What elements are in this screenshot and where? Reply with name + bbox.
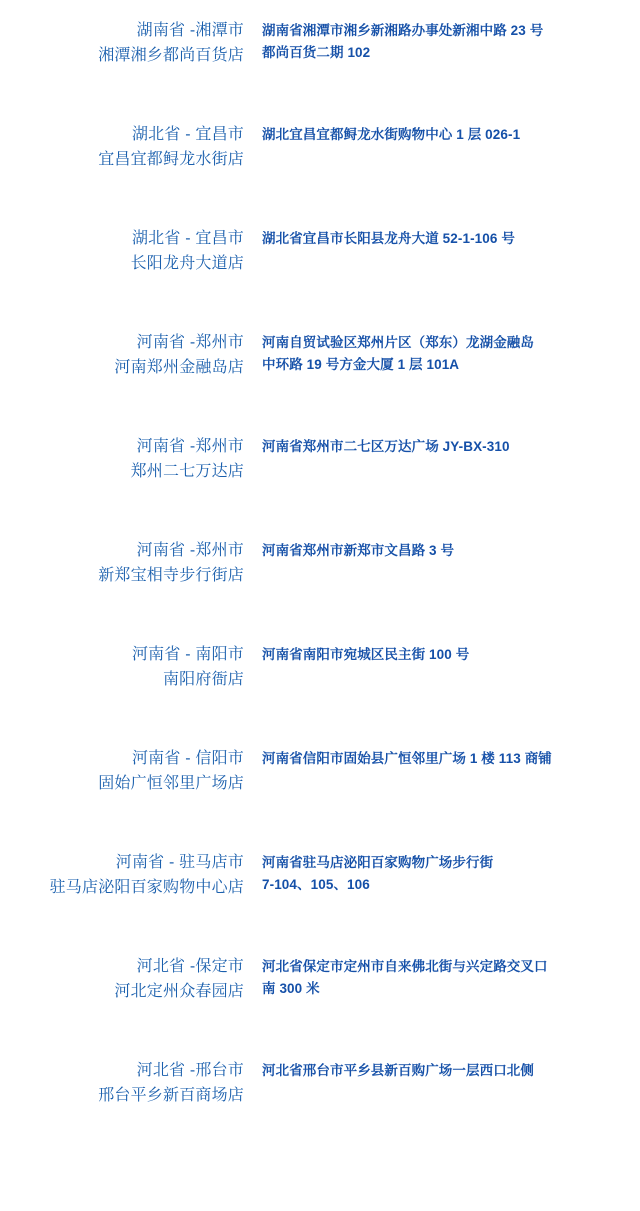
store-name-line: 邢台平乡新百商场店 [98, 1087, 244, 1104]
store-name-line: 河南省 - 信阳市 [131, 750, 244, 767]
store-address [262, 434, 622, 458]
store-name-line: 湖北省 - 宜昌市 [131, 126, 244, 143]
store-address-line: 河南省信阳市固始县广恒邻里广场 1 楼 113 商铺 [262, 751, 552, 766]
store-name [0, 538, 262, 588]
store-address [262, 122, 622, 146]
list-item [0, 226, 640, 276]
store-address-line: 河南省郑州市二七区万达广场 JY-BX-310 [262, 439, 510, 454]
store-name-line: 郑州二七万达店 [130, 463, 244, 480]
store-name [0, 642, 262, 692]
list-item [0, 746, 640, 796]
store-name [0, 850, 262, 900]
store-name [0, 226, 262, 276]
store-name [0, 746, 262, 796]
list-item [0, 18, 640, 68]
store-address-line: 南 300 米 [262, 981, 320, 996]
list-item [0, 850, 640, 900]
store-name-line: 湖北省 - 宜昌市 [131, 230, 244, 247]
list-item [0, 1058, 640, 1108]
store-address-line: 湖南省湘潭市湘乡新湘路办事处新湘中路 23 号 [262, 23, 544, 38]
store-name-line: 河南省 - 南阳市 [131, 646, 244, 663]
store-name-line: 固始广恒邻里广场店 [98, 775, 244, 792]
store-name-line: 河南省 - 驻马店市 [115, 854, 244, 871]
store-address [262, 226, 622, 250]
store-name-line: 湘潭湘乡都尚百货店 [98, 47, 244, 64]
store-address [262, 1058, 622, 1082]
store-address-line: 7-104、105、106 [262, 877, 370, 892]
store-name-line: 河南省 -郑州市 [136, 542, 244, 559]
store-address-line: 都尚百货二期 102 [262, 45, 371, 60]
list-item [0, 434, 640, 484]
store-address-line: 河南自贸试验区郑州片区（郑东）龙湖金融岛 [262, 335, 534, 350]
store-name-line: 新郑宝相寺步行街店 [98, 567, 244, 584]
store-name-line: 河北省 -邢台市 [136, 1062, 244, 1079]
list-item [0, 122, 640, 172]
store-name-line: 河北定州众春园店 [114, 983, 244, 1000]
store-name-line: 宜昌宜都鲟龙水街店 [98, 151, 244, 168]
store-name-line: 长阳龙舟大道店 [130, 255, 244, 272]
list-item [0, 642, 640, 692]
store-name [0, 954, 262, 1004]
store-name [0, 330, 262, 380]
store-name-line: 湖南省 -湘潭市 [136, 22, 244, 39]
list-item [0, 954, 640, 1004]
store-address-line: 河南省郑州市新郑市文昌路 3 号 [262, 543, 455, 558]
store-address [262, 18, 622, 64]
store-name-line: 河南省 -郑州市 [136, 438, 244, 455]
store-address-line: 中环路 19 号方金大厦 1 层 101A [262, 357, 460, 372]
store-address-line: 湖北宜昌宜都鲟龙水街购物中心 1 层 026-1 [262, 127, 521, 142]
store-name [0, 122, 262, 172]
store-name-line: 河北省 -保定市 [136, 958, 244, 975]
store-address-line: 湖北省宜昌市长阳县龙舟大道 52-1-106 号 [262, 231, 515, 246]
list-item [0, 330, 640, 380]
store-address-line: 河北省保定市定州市自来佛北街与兴定路交叉口 [262, 959, 548, 974]
list-item [0, 538, 640, 588]
store-address-line: 河南省驻马店泌阳百家购物广场步行街 [262, 855, 494, 870]
store-address [262, 330, 622, 376]
store-name-line: 驻马店泌阳百家购物中心店 [49, 879, 244, 896]
store-address-line: 河北省邢台市平乡县新百购广场一层西口北侧 [262, 1063, 534, 1078]
store-name [0, 434, 262, 484]
store-address [262, 642, 622, 666]
store-address [262, 538, 622, 562]
store-name [0, 18, 262, 68]
store-address [262, 954, 622, 1000]
store-address-line: 河南省南阳市宛城区民主街 100 号 [262, 647, 470, 662]
store-name [0, 1058, 262, 1108]
store-address [262, 746, 622, 770]
store-name-line: 河南郑州金融岛店 [114, 359, 244, 376]
store-address [262, 850, 622, 896]
store-name-line: 南阳府衙店 [162, 671, 244, 688]
store-name-line: 河南省 -郑州市 [136, 334, 244, 351]
